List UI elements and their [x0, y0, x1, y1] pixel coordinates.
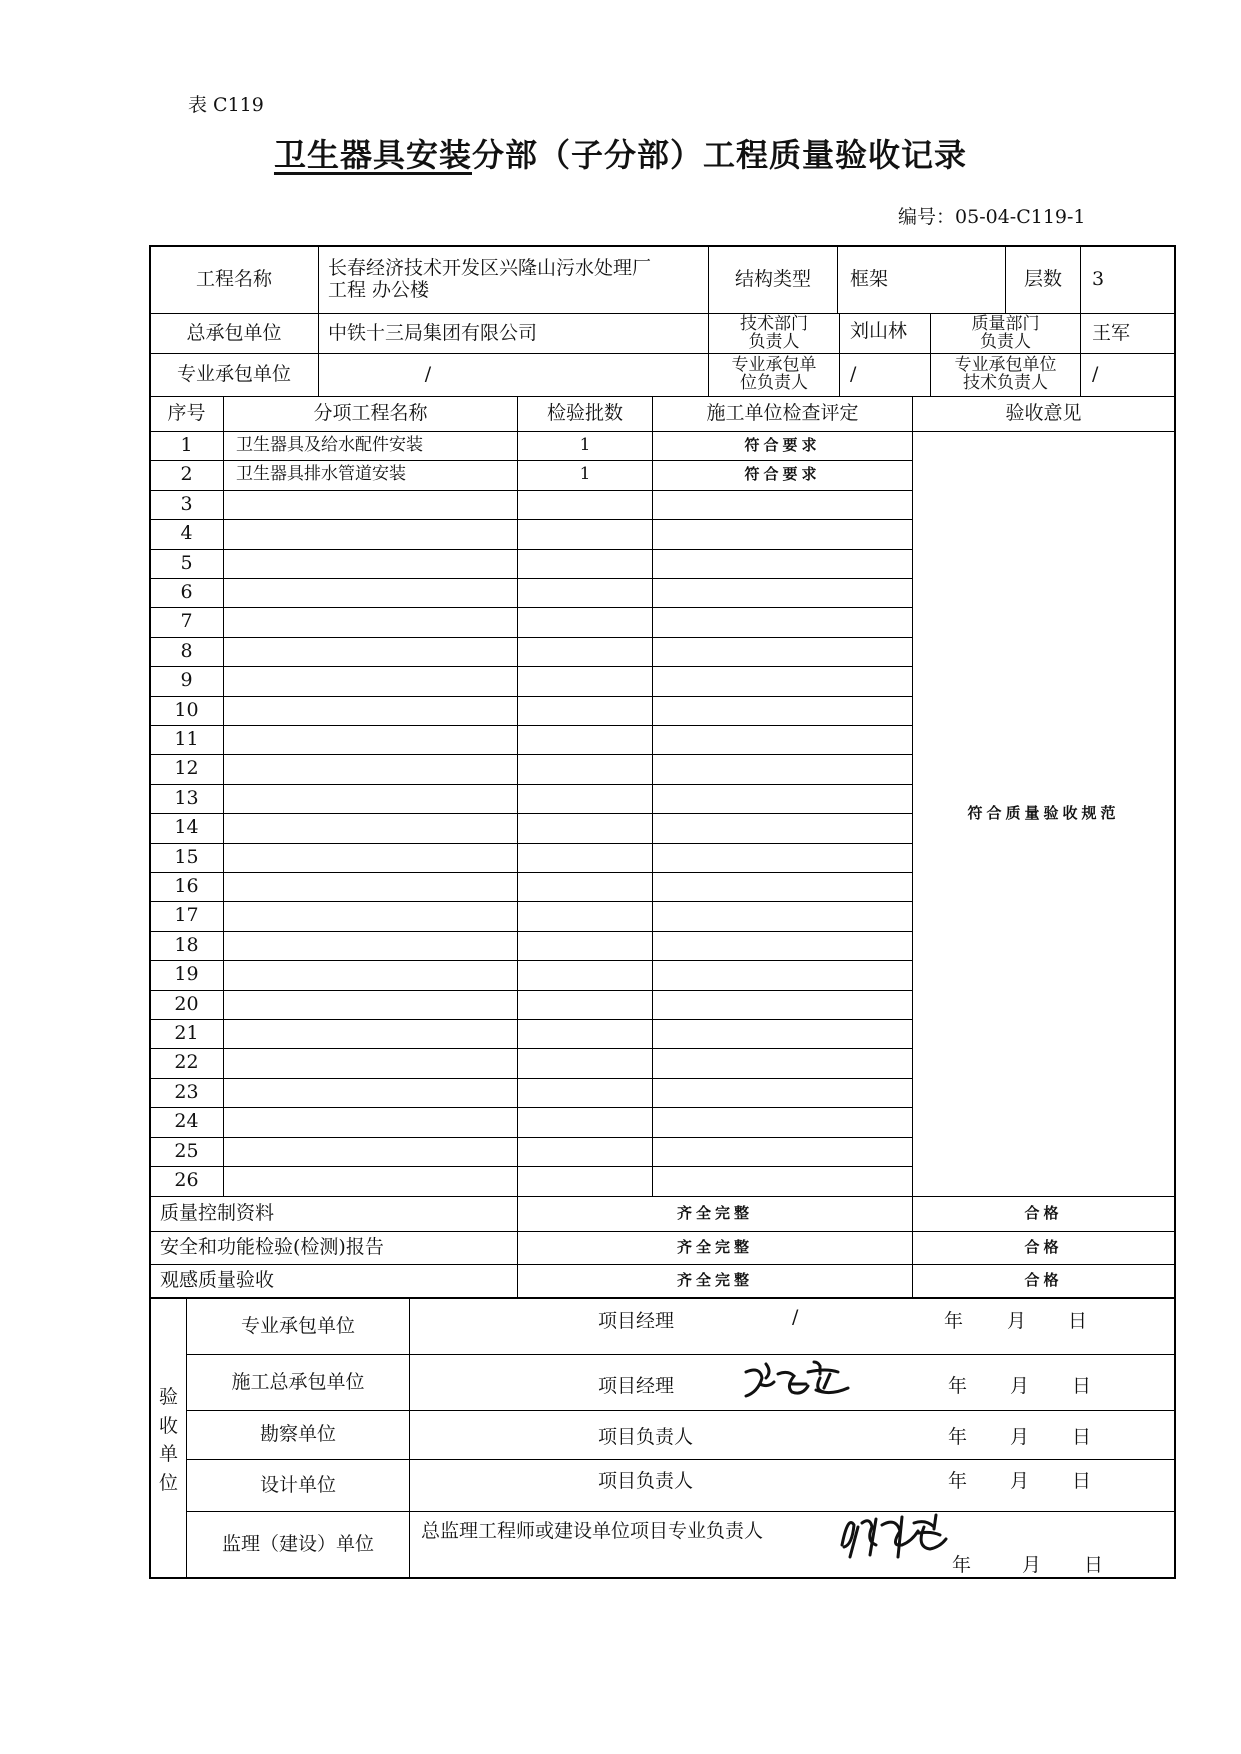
row-name — [236, 725, 516, 754]
row-name — [236, 666, 516, 695]
summary-eval-safety: 齐全完整 — [676, 1238, 753, 1257]
row-name — [236, 784, 516, 813]
row-name — [236, 578, 516, 607]
row-name: 卫生器具及给水配件安装 — [236, 434, 423, 455]
tech-dept-label-1: 技术部门 — [740, 313, 808, 334]
year-supervision: 年 — [952, 1554, 972, 1576]
row-batches — [518, 960, 652, 989]
month-subcontractor: 月 — [1007, 1310, 1027, 1332]
row-name — [236, 549, 516, 578]
row-eval — [653, 490, 912, 519]
title-rest: 分部（子分部）工程质量验收记录 — [472, 136, 968, 174]
handwritten-signature-pm — [738, 1354, 862, 1404]
row-name — [236, 901, 516, 930]
sub-head-label-2: 位负责人 — [740, 373, 808, 393]
tech-dept-label-2: 负责人 — [748, 331, 800, 352]
sub-head-label-1: 专业承包单 — [731, 355, 817, 376]
row-no: 3 — [180, 492, 193, 515]
side-char-3: 单 — [158, 1443, 178, 1465]
quality-dept-label-1: 质量部门 — [971, 313, 1040, 334]
doc-number-label: 编号： — [898, 206, 956, 228]
sub-tech-label-1: 专业承包单位 — [954, 355, 1057, 376]
year-survey: 年 — [948, 1426, 968, 1448]
col-header-batches: 检验批数 — [546, 402, 623, 425]
row-no: 22 — [174, 1050, 199, 1073]
row-eval — [653, 1137, 912, 1166]
row-name — [236, 872, 516, 901]
handwritten-signature-supervisor — [832, 1505, 968, 1567]
row-no: 11 — [174, 727, 199, 750]
project-name-value — [328, 248, 706, 312]
sub-head-value: / — [850, 363, 857, 386]
row-name — [236, 843, 516, 872]
row-name — [236, 931, 516, 960]
side-char-2: 收 — [158, 1414, 178, 1437]
row-batches: 1 — [579, 463, 591, 484]
summary-opinion-quality: 合格 — [1024, 1204, 1063, 1223]
project-name-line2: 工程 办公楼 — [328, 279, 430, 301]
row-batches — [518, 1019, 652, 1048]
summary-opinion-safety: 合格 — [1024, 1238, 1063, 1257]
role-supervision: 总监理工程师或建设单位项目专业负责人 — [421, 1520, 764, 1542]
row-no: 7 — [180, 609, 193, 632]
sub-tech-value: / — [1092, 363, 1099, 386]
summary-opinion-appearance: 合格 — [1024, 1271, 1063, 1290]
month-survey: 月 — [1010, 1426, 1030, 1448]
year-design: 年 — [948, 1470, 968, 1492]
row-no: 24 — [174, 1109, 199, 1132]
sub-tech-label — [931, 354, 1080, 396]
form-code: 表 C119 — [188, 94, 264, 116]
row-batches — [518, 549, 652, 578]
row-eval: 符合要求 — [744, 435, 821, 454]
doc-number — [898, 202, 1086, 229]
row-no: 15 — [174, 845, 199, 868]
row-eval — [653, 696, 912, 725]
unit-general-contractor: 施工总承包单位 — [231, 1370, 365, 1393]
general-contractor-value: 中铁十三局集团有限公司 — [328, 321, 538, 344]
row-batches — [518, 696, 652, 725]
row-no: 8 — [180, 639, 193, 662]
row-eval — [653, 754, 912, 783]
title-subject: 卫生器具安装 — [273, 136, 472, 174]
row-no: 25 — [174, 1139, 199, 1162]
row-batches — [518, 813, 652, 842]
summary-eval-appearance: 齐全完整 — [676, 1271, 753, 1290]
floors-value: 3 — [1092, 267, 1105, 290]
row-name — [236, 1107, 516, 1136]
sub-contractor-label: 专业承包单位 — [176, 363, 291, 386]
row-name — [236, 1019, 516, 1048]
col-header-no: 序号 — [167, 402, 206, 425]
row-no: 1 — [180, 433, 193, 456]
row-no: 16 — [174, 874, 199, 897]
row-name — [236, 490, 516, 519]
row-no: 20 — [174, 992, 199, 1015]
row-batches — [518, 931, 652, 960]
row-batches — [518, 1048, 652, 1077]
year-subcontractor: 年 — [944, 1310, 964, 1332]
row-batches — [518, 490, 652, 519]
row-name — [236, 637, 516, 666]
role-design: 项目负责人 — [598, 1470, 694, 1492]
row-batches — [518, 901, 652, 930]
row-batches — [518, 1107, 652, 1136]
row-batches — [518, 519, 652, 548]
row-eval — [653, 519, 912, 548]
row-name — [236, 1166, 516, 1195]
row-batches — [518, 1137, 652, 1166]
row-eval — [653, 1019, 912, 1048]
month-supervision: 月 — [1022, 1554, 1042, 1576]
row-no: 21 — [174, 1021, 199, 1044]
row-batches — [518, 607, 652, 636]
row-eval — [653, 784, 912, 813]
row-eval — [653, 637, 912, 666]
signature-subcontractor: / — [792, 1306, 799, 1328]
row-batches — [518, 637, 652, 666]
quality-dept-value: 王军 — [1092, 321, 1131, 344]
row-name — [236, 696, 516, 725]
day-supervision: 日 — [1084, 1554, 1104, 1576]
row-batches — [518, 578, 652, 607]
year-general-contractor: 年 — [948, 1375, 968, 1397]
structure-value: 框架 — [850, 267, 889, 290]
summary-label-safety: 安全和功能检验(检测)报告 — [160, 1236, 384, 1259]
row-eval: 符合要求 — [744, 464, 821, 483]
row-no: 10 — [174, 698, 199, 721]
sub-tech-label-2: 技术负责人 — [963, 373, 1048, 393]
sub-contractor-value: / — [424, 363, 432, 386]
row-name — [236, 960, 516, 989]
row-eval — [653, 990, 912, 1019]
row-eval — [653, 725, 912, 754]
row-no: 4 — [180, 521, 193, 544]
row-name — [236, 1137, 516, 1166]
unit-subcontractor: 专业承包单位 — [240, 1314, 355, 1337]
month-general-contractor: 月 — [1010, 1375, 1030, 1397]
acceptance-opinion: 符合质量验收规范 — [967, 804, 1120, 823]
row-eval — [653, 843, 912, 872]
summary-eval-quality: 齐全完整 — [676, 1204, 753, 1223]
row-no: 26 — [174, 1168, 199, 1191]
quality-dept-label — [931, 314, 1080, 353]
role-general-contractor: 项目经理 — [598, 1375, 675, 1397]
row-eval — [653, 666, 912, 695]
row-eval — [653, 578, 912, 607]
row-eval — [653, 901, 912, 930]
row-name: 卫生器具排水管道安装 — [236, 463, 406, 484]
role-subcontractor: 项目经理 — [598, 1310, 675, 1332]
row-batches: 1 — [579, 434, 591, 455]
row-no: 9 — [180, 668, 193, 691]
acceptance-side-label — [151, 1370, 186, 1510]
row-eval — [653, 1107, 912, 1136]
tech-dept-value: 刘山林 — [850, 320, 908, 343]
role-survey: 项目负责人 — [598, 1426, 694, 1448]
unit-supervision: 监理（建设）单位 — [221, 1532, 374, 1555]
day-survey: 日 — [1072, 1426, 1092, 1448]
day-design: 日 — [1072, 1470, 1092, 1492]
tech-dept-label — [709, 314, 839, 353]
row-batches — [518, 990, 652, 1019]
row-eval — [653, 1078, 912, 1107]
row-eval — [653, 1166, 912, 1195]
row-batches — [518, 666, 652, 695]
row-eval — [653, 960, 912, 989]
project-name-label: 工程名称 — [195, 267, 272, 290]
row-no: 12 — [174, 756, 199, 779]
row-no: 13 — [174, 786, 199, 809]
row-name — [236, 990, 516, 1019]
day-general-contractor: 日 — [1072, 1375, 1092, 1397]
row-batches — [518, 784, 652, 813]
month-design: 月 — [1010, 1470, 1030, 1492]
doc-number-value: 05-04-C119-1 — [955, 206, 1086, 228]
summary-label-quality: 质量控制资料 — [160, 1202, 275, 1225]
unit-design: 设计单位 — [259, 1473, 336, 1496]
row-batches — [518, 1078, 652, 1107]
row-name — [236, 519, 516, 548]
row-no: 18 — [174, 933, 199, 956]
row-batches — [518, 725, 652, 754]
row-name — [236, 1048, 516, 1077]
page-title — [0, 130, 1241, 176]
row-no: 6 — [180, 580, 193, 603]
row-batches — [518, 1166, 652, 1195]
sub-head-label — [709, 354, 839, 396]
row-eval — [653, 1048, 912, 1077]
col-header-opinion: 验收意见 — [1005, 402, 1082, 425]
row-eval — [653, 872, 912, 901]
structure-label: 结构类型 — [734, 267, 811, 290]
row-no: 23 — [174, 1080, 199, 1103]
row-batches — [518, 843, 652, 872]
row-no: 19 — [174, 962, 199, 985]
day-subcontractor: 日 — [1068, 1310, 1088, 1332]
floors-label: 层数 — [1023, 267, 1062, 290]
unit-survey: 勘察单位 — [259, 1423, 336, 1446]
row-no: 5 — [180, 551, 193, 574]
side-char-4: 位 — [158, 1471, 178, 1494]
row-batches — [518, 754, 652, 783]
summary-label-appearance: 观感质量验收 — [160, 1269, 275, 1292]
row-name — [236, 813, 516, 842]
row-batches — [518, 872, 652, 901]
quality-dept-label-2: 负责人 — [980, 331, 1031, 352]
col-header-name: 分项工程名称 — [313, 402, 428, 425]
row-name — [236, 754, 516, 783]
project-name-line1: 长春经济技术开发区兴隆山污水处理厂 — [328, 257, 652, 280]
row-eval — [653, 607, 912, 636]
row-no: 2 — [180, 462, 193, 485]
general-contractor-label: 总承包单位 — [186, 321, 282, 344]
row-no: 14 — [174, 815, 199, 838]
side-char-1: 验 — [158, 1386, 178, 1408]
row-eval — [653, 813, 912, 842]
row-name — [236, 1078, 516, 1107]
row-no: 17 — [174, 903, 199, 926]
row-eval — [653, 549, 912, 578]
col-header-eval: 施工单位检查评定 — [706, 402, 859, 425]
row-name — [236, 607, 516, 636]
row-eval — [653, 931, 912, 960]
